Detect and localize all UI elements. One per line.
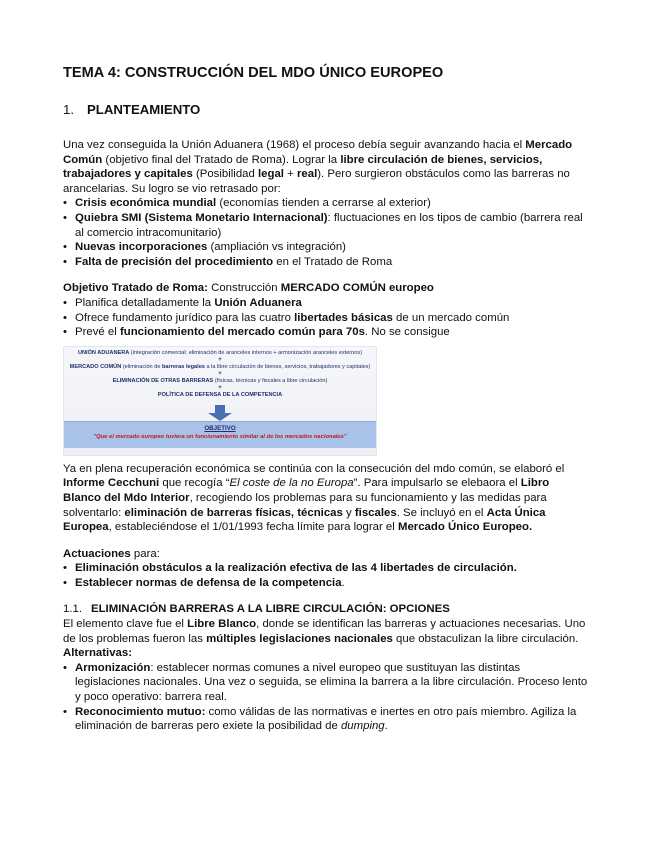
bold-run: Armonización: [75, 661, 151, 674]
bold-run: Libre Blanco: [187, 618, 257, 631]
objetivo-paragraph: [63, 281, 588, 296]
down-arrow-icon: [208, 405, 232, 419]
text-run: Construcción: [207, 282, 281, 295]
intro-paragraph: [63, 138, 588, 196]
text-run: Prevé el: [75, 326, 120, 339]
list-item: [63, 311, 588, 326]
bold-run: libre circulación de bienes, servicios, trabajadores y capitales: [63, 153, 543, 181]
text-run: que obstaculizan la libre circulación.: [392, 632, 579, 645]
italic-run: El coste de la no Europa: [229, 477, 354, 490]
text-run: (ampliación vs integración): [207, 241, 346, 254]
text-run: (físicas, técnicas y fiscales a libre circulación): [213, 377, 328, 384]
bold-run: múltiples legislaciones nacionales: [206, 632, 393, 645]
cecchini-paragraph: [63, 462, 588, 535]
diagram-plus: +: [218, 384, 222, 391]
text-run: (economías tienden a cerrarse al exterior): [216, 197, 431, 210]
diagram-objective-label: OBJETIVO: [204, 424, 236, 432]
text-run: que recogía “: [159, 477, 230, 490]
list-item: [63, 196, 588, 211]
text-run: : fluctuaciones en los tipos de cambio (barrera real al comercio intracomunitario): [75, 211, 583, 239]
list-item: [63, 296, 588, 311]
section-heading-eliminacion-barreras: [63, 602, 588, 617]
bold-run: libertades básicas: [294, 311, 393, 324]
section-number: 1.: [63, 102, 74, 117]
bold-run: MERCADO COMÚN europeo: [280, 282, 434, 295]
bold-run: Unión Aduanera: [214, 296, 302, 309]
text-run: (eliminación de: [121, 363, 162, 370]
bold-run: barreras legales: [162, 363, 205, 370]
text-run: El elemento clave fue el: [63, 618, 188, 631]
libro-blanco-paragraph: [63, 617, 588, 661]
bold-run: Informe Cecchuni: [63, 477, 160, 490]
text-run: para:: [130, 547, 160, 560]
actuaciones-paragraph: [63, 547, 588, 562]
bold-run: Actuaciones: [63, 547, 131, 560]
document-title: TEMA 4: CONSTRUCCIÓN DEL MDO ÚNICO EUROPEO: [63, 65, 444, 81]
list-item: [63, 240, 588, 255]
bold-run: fiscales: [354, 506, 397, 519]
section-title: ELIMINACIÓN BARRERAS A LA LIBRE CIRCULACIÓN: OPCIONES: [91, 603, 450, 616]
obstacles-list: [63, 196, 588, 269]
bold-run: Libro Blanco del Mdo Interior: [63, 477, 550, 504]
alternativas-list: [63, 661, 588, 734]
document-body: [63, 64, 588, 734]
list-item: [63, 325, 588, 340]
text-run: , estableciéndose el 1/01/1993 fecha límite para lograr el: [108, 521, 398, 534]
text-run: : establecer normas comunes a nivel europeo que sustituyan las distintas legislaciones nacionales. Una vez o seguida, se elimina la barrera a la libre circulación. Proceso lento y poco operativo: barrera real.: [75, 661, 588, 704]
text-run: . No se consigue: [364, 326, 450, 339]
bold-run: UNIÓN ADUANERA: [77, 349, 130, 356]
actuaciones-list: [63, 561, 588, 590]
bold-run: Falta de precisión del procedimiento: [75, 255, 274, 268]
text-run: Ya en plena recuperación económica se continúa con la consecución del mdo común, se elaboró el: [63, 462, 565, 475]
text-run: a la libre circulación de bienes, servicios, trabajadores y capitales): [204, 363, 371, 370]
diagram-plus: +: [218, 370, 222, 377]
bold-run: eliminación de barreras físicas, técnicas: [124, 506, 343, 519]
bold-run: Quiebra SMI (Sistema Monetario Internacional): [75, 211, 328, 224]
bold-run: POLÍTICA DE DEFENSA DE LA COMPETENCIA: [157, 391, 283, 398]
text-run: (objetivo final del Tratado de Roma). Lograr la: [102, 153, 341, 166]
bold-run: real: [296, 168, 318, 181]
text-run: y: [342, 506, 355, 519]
text-run: , recogiendo los problemas para su funcionamiento y las medidas para solventarlo:: [63, 491, 547, 519]
bold-run: ELIMINACIÓN DE OTRAS BARRERAS: [112, 377, 214, 384]
bold-run: Crisis económica mundial: [75, 197, 217, 210]
diagram-plus: +: [218, 356, 222, 363]
text-run: en el Tratado de Roma: [273, 255, 393, 268]
integration-stages-diagram: [63, 346, 377, 456]
bold-run: Establecer normas de defensa de la competencia: [75, 576, 342, 589]
text-run: .: [341, 576, 345, 589]
bold-run: legal: [258, 168, 284, 181]
diagram-stage-otras-barreras: [64, 378, 376, 385]
list-item: [63, 661, 588, 705]
bold-run: funcionamiento del mercado común para 70s: [119, 326, 365, 339]
bold-run: Eliminación obstáculos a la realización efectiva de las 4 libertades de circulación.: [75, 562, 517, 575]
diagram-objective-box: [64, 421, 376, 448]
section-heading-planteamiento: [63, 102, 588, 118]
text-run: Planifica detalladamente la: [75, 296, 215, 309]
bold-run: Objetivo Tratado de Roma:: [63, 282, 208, 295]
section-title: PLANTEAMIENTO: [87, 102, 201, 117]
diagram-stage-union-aduanera: [64, 350, 376, 357]
diagram-objective-quote: "Que el mercado europeo tuviera un funcionamiento similar al de los mercados nacionales": [93, 433, 347, 440]
italic-run: dumping: [340, 720, 385, 733]
text-run: . Se incluyó en el: [396, 506, 487, 519]
text-run: ). Pero surgieron obstáculos como las barreras no arancelarias. Su logro se vio retrasado por:: [63, 168, 570, 195]
bold-run: Nuevas incorporaciones: [75, 241, 208, 254]
diagram-stage-competencia: [64, 392, 376, 399]
bold-run: Reconocimiento mutuo:: [75, 705, 206, 718]
bold-run: Alternativas:: [63, 647, 133, 660]
section-number: 1.1.: [63, 603, 82, 616]
bold-run: MERCADO COMÚN: [69, 363, 122, 370]
bold-run: Mercado Único Europeo.: [397, 521, 533, 534]
spacer: [63, 535, 588, 547]
list-item: [63, 255, 588, 270]
diagram-stage-mercado-comun: [64, 364, 376, 371]
list-item: [63, 211, 588, 240]
bold-run: Acta Única Europea: [63, 506, 546, 534]
text-run: Ofrece fundamento jurídico para las cuatro: [75, 311, 295, 324]
text-run: de un mercado común: [392, 311, 510, 324]
list-item: [63, 576, 588, 591]
text-run: (integración comercial: eliminación de aranceles internos + armonización aranceles externos): [129, 349, 363, 356]
text-run: (Posibilidad: [192, 168, 259, 181]
spacer: [63, 269, 588, 281]
text-run: como válidas de las normativas e inertes en otro país miembro. Agiliza la eliminación de barreras pero exiete la posibilidad de: [75, 705, 577, 733]
text-run: .: [384, 720, 388, 733]
text-run: +: [283, 168, 297, 181]
list-item: [63, 705, 588, 734]
text-run: ”. Para impulsarlo se elebaora el: [353, 477, 521, 490]
spacer: [63, 590, 588, 602]
bold-run: Mercado Común: [63, 139, 573, 166]
text-run: , donde se identifican las barreras y actuaciones necesarias. Uno de los problemas fueron las: [63, 618, 586, 645]
objetivo-list: [63, 296, 588, 340]
list-item: [63, 561, 588, 576]
text-run: Una vez conseguida la Unión Aduanera (1968) el proceso debía seguir avanzando hacia el: [63, 139, 526, 151]
